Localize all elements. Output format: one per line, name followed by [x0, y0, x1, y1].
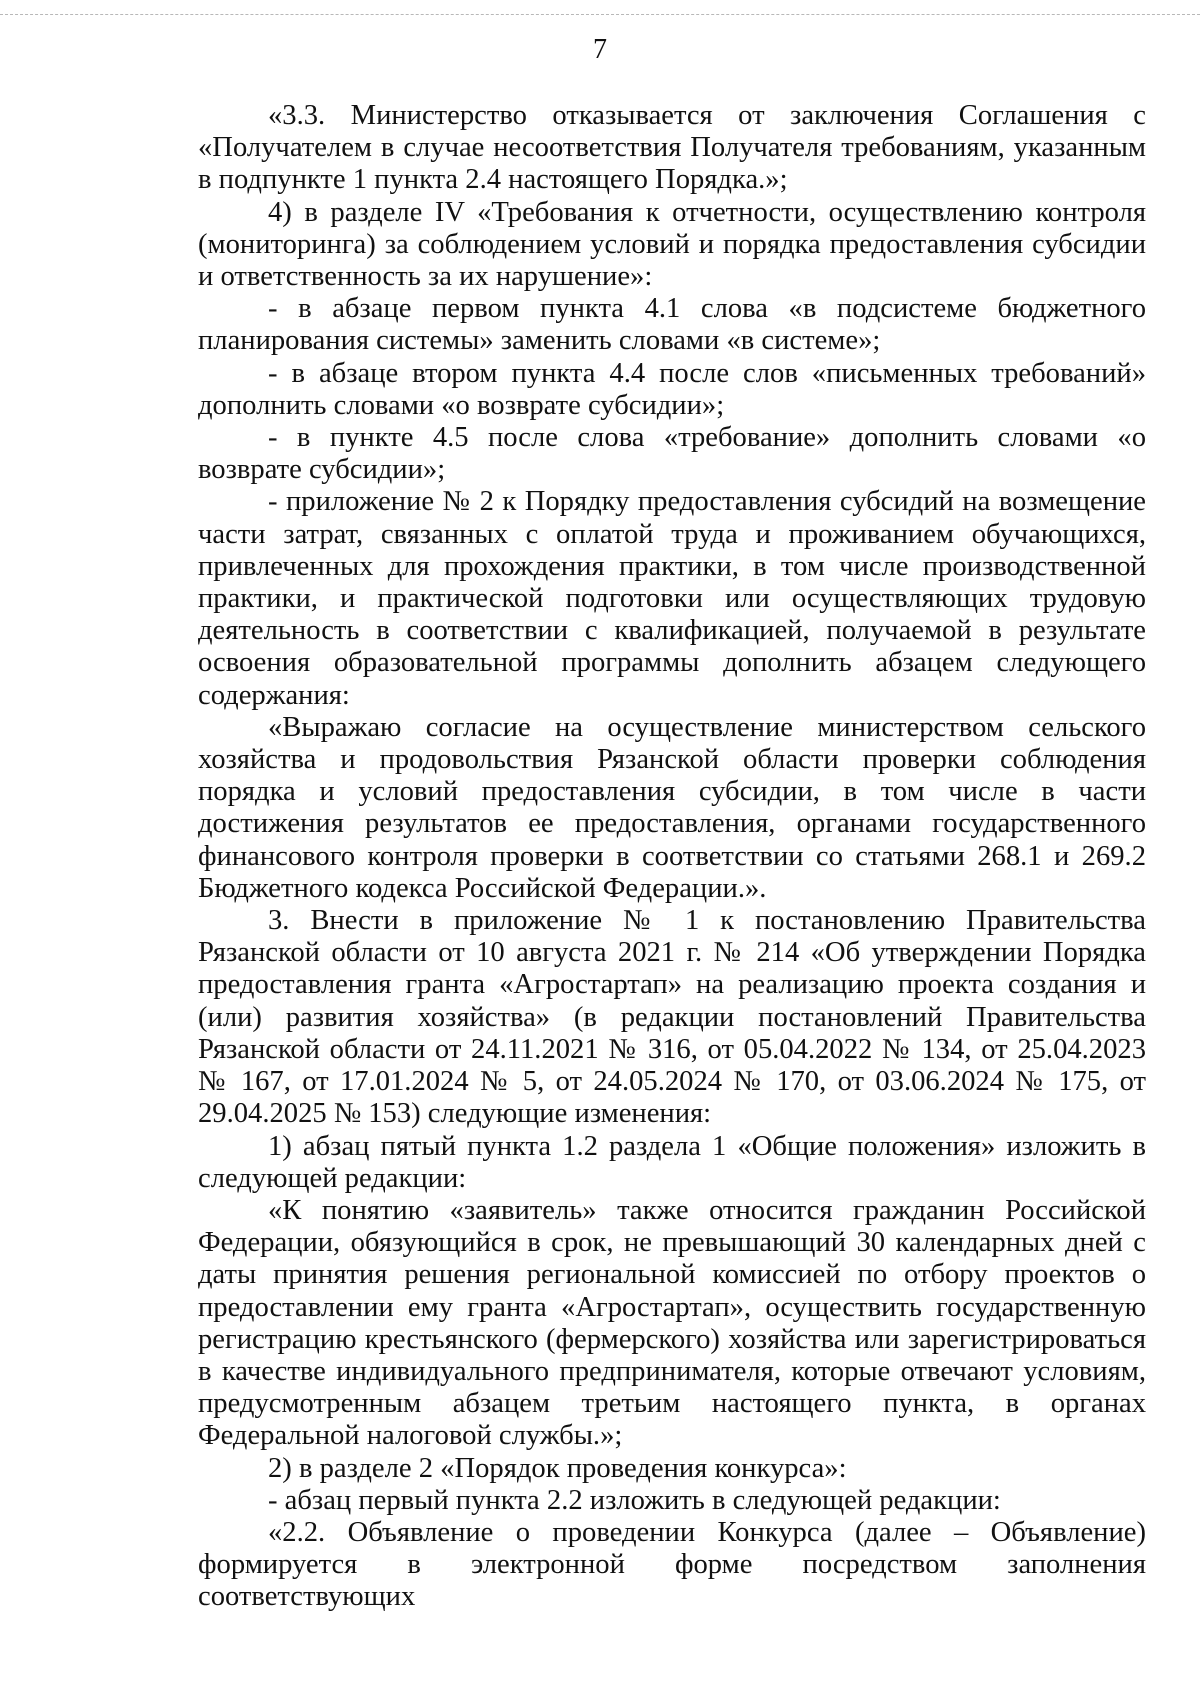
paragraph-item-4-4: - в абзаце втором пункта 4.4 после слов «письменных требований» дополнить словами «о возврате субсидии»;	[198, 357, 1146, 421]
paragraph-consent-quote: «Выражаю согласие на осуществление министерством сельского хозяйства и продовольствия Рязанской области проверки соблюдения порядка и условий предоставления субсидии, в том числе в части достижения результатов ее предоставления, органами государственного финансового контроля проверки в соответствии со статьями 268.1 и 269.2 Бюджетного кодекса Российской Федерации.».	[198, 711, 1146, 904]
paragraph-item-2-2: - абзац первый пункта 2.2 изложить в следующей редакции:	[268, 1484, 1001, 1516]
paragraph-appendix-2: - приложение № 2 к Порядку предоставления субсидий на возмещение части затрат, связанных с оплатой труда и проживанием обучающихся, привлеченных для прохождения практики, в том числе производственной практики, и практической подготовки или осуществляющих трудовую деятельность в соответствии с квалификацией, получаемой в результате освоения образовательной программы дополнить абзацем следующего содержания:	[198, 486, 1146, 711]
paragraph-item-4-5: - в пункте 4.5 после слова «требование» дополнить словами «о возврате субсидии»;	[198, 422, 1146, 486]
paragraph-item-4-1: - в абзаце первом пункта 4.1 слова «в подсистеме бюджетного планирования системы» заменить словами «в системе»;	[198, 293, 1146, 357]
paragraph-announcement-quote: «2.2. Объявление о проведении Конкурса (далее – Объявление) формируется в электронной форме посредством заполнения соответствующих	[198, 1516, 1146, 1613]
paragraph-3-3-refusal: «3.3. Министерство отказывается от заключения Соглашения с «Получателем в случае несоответствия Получателя требованиям, указанным в подпункте 1 пункта 2.4 настоящего Порядка.»;	[198, 100, 1146, 196]
scan-edge-line	[0, 14, 1200, 15]
document-body	[198, 100, 1146, 1614]
paragraph-point-3: 3. Внести в приложение № 1 к постановлению Правительства Рязанской области от 10 августа 2021 г. № 214 «Об утверждении Порядка предоставления гранта «Агростартап» на реализацию проекта создания и (или) развития хозяйства» (в редакции постановлений Правительства Рязанской области от 24.11.2021 № 316, от 05.04.2022 № 134, от 25.04.2023 № 167, от 17.01.2024 № 5, от 24.05.2024 № 170, от 03.06.2024 № 175, от 29.04.2025 № 153) следующие изменения:	[198, 905, 1146, 1130]
paragraph-section-iv: 4) в разделе IV «Требования к отчетности, осуществлению контроля (мониторинга) за соблюдением условий и порядка предоставления субсидии и ответственность за их нарушение»:	[198, 196, 1146, 293]
paragraph-subpoint-1: 1) абзац пятый пункта 1.2 раздела 1 «Общие положения» изложить в следующей редакции:	[198, 1130, 1146, 1194]
page-number: 7	[593, 34, 607, 65]
paragraph-applicant-quote: «К понятию «заявитель» также относится гражданин Российской Федерации, обязующийся в срок, не превышающий 30 календарных дней с даты принятия решения региональной комиссией по отбору проектов о предоставлении ему гранта «Агростартап», осуществить государственную регистрацию крестьянского (фермерского) хозяйства или зарегистрироваться в качестве индивидуального предпринимателя, которые отвечают условиям, предусмотренным абзацем третьим настоящего пункта, в органах Федеральной налоговой службы.»;	[198, 1194, 1146, 1452]
paragraph-subpoint-2: 2) в разделе 2 «Порядок проведения конкурса»:	[268, 1452, 847, 1484]
